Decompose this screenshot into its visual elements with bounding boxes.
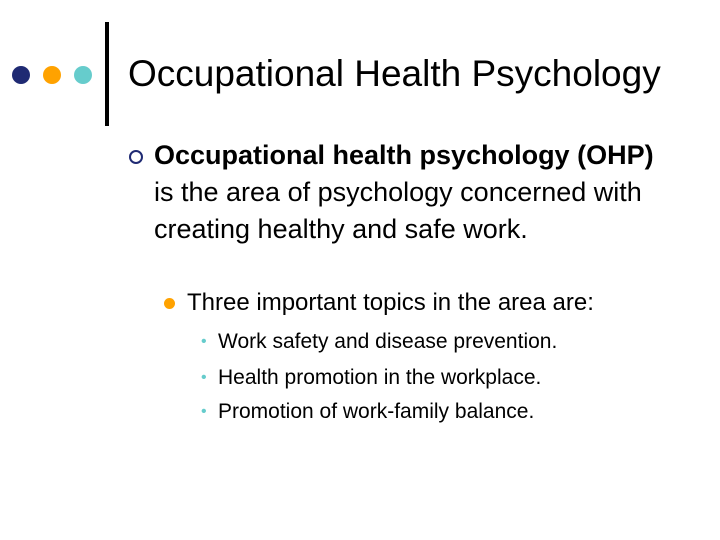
orange-dot-icon: [43, 66, 61, 84]
navy-dot-icon: [12, 66, 30, 84]
topic-item: Work safety and disease prevention.: [218, 330, 558, 353]
ring-bullet-icon: [129, 150, 143, 164]
teal-bullet-icon: •: [201, 333, 207, 350]
decorative-dots: [12, 66, 96, 84]
orange-bullet-icon: [164, 298, 175, 309]
topic-item: Promotion of work-family balance.: [218, 400, 535, 423]
ohp-definition: is the area of psychology concerned with creating healthy and safe work.: [154, 177, 642, 244]
ohp-term: Occupational health psychology (OHP): [154, 140, 654, 170]
main-bullet-text: [154, 137, 674, 248]
topic-item: Health promotion in the workplace.: [218, 366, 542, 389]
title-divider: [105, 22, 109, 126]
teal-bullet-icon: •: [201, 403, 207, 420]
teal-dot-icon: [74, 66, 92, 84]
teal-bullet-icon: •: [201, 369, 207, 386]
slide-title: Occupational Health Psychology: [128, 53, 661, 94]
sub-bullet-text: Three important topics in the area are:: [187, 289, 594, 316]
